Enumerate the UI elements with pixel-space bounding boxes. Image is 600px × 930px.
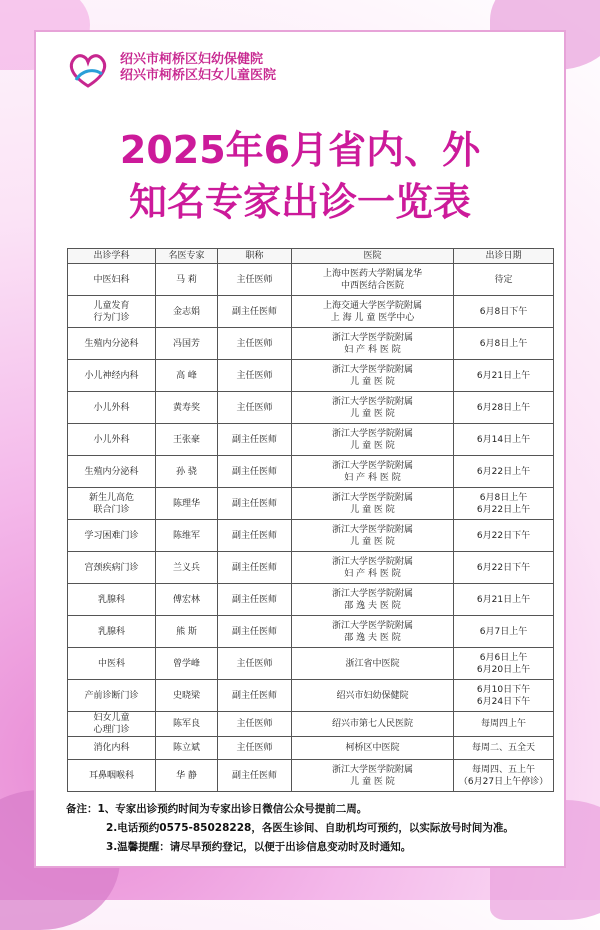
cell-hospital: 绍兴市第七人民医院 bbox=[292, 712, 454, 737]
note-3: 3.温馨提醒：请尽早预约登记，以便于出诊信息变动时及时通知。 bbox=[106, 841, 412, 853]
cell-department: 生殖内分泌科 bbox=[68, 456, 156, 488]
cell-title: 副主任医师 bbox=[218, 760, 292, 792]
cell-expert: 黄寿奖 bbox=[156, 392, 218, 424]
cell-title: 副主任医师 bbox=[218, 616, 292, 648]
notice-card bbox=[34, 30, 566, 868]
cell-department: 小儿外科 bbox=[68, 392, 156, 424]
cell-department: 生殖内分泌科 bbox=[68, 328, 156, 360]
cell-department: 宫颈疾病门诊 bbox=[68, 552, 156, 584]
table-row bbox=[68, 296, 554, 328]
cell-hospital: 浙江大学医学院附属 儿 童 医 院 bbox=[292, 488, 454, 520]
cell-department: 乳腺科 bbox=[68, 584, 156, 616]
cell-title: 副主任医师 bbox=[218, 424, 292, 456]
cell-hospital: 浙江大学医学院附属 妇 产 科 医 院 bbox=[292, 552, 454, 584]
cell-title: 副主任医师 bbox=[218, 680, 292, 712]
cell-title: 主任医师 bbox=[218, 712, 292, 737]
note-2: 2.电话预约0575-85028228，各医生诊间、自助机均可预约，以实际放号时间为准。 bbox=[106, 822, 514, 834]
header-expert: 名医专家 bbox=[156, 249, 218, 264]
cell-date: 每周二、五全天 bbox=[454, 737, 554, 760]
table-row bbox=[68, 712, 554, 737]
cell-expert: 曾学峰 bbox=[156, 648, 218, 680]
table-row bbox=[68, 737, 554, 760]
cell-expert: 王张豪 bbox=[156, 424, 218, 456]
table-header-row bbox=[68, 249, 554, 264]
cell-title: 主任医师 bbox=[218, 392, 292, 424]
cell-department: 儿童发育 行为门诊 bbox=[68, 296, 156, 328]
hospital-name bbox=[120, 52, 276, 84]
table-row bbox=[68, 648, 554, 680]
cell-date: 6月10日下午 6月24日下午 bbox=[454, 680, 554, 712]
cell-expert: 陈维军 bbox=[156, 520, 218, 552]
cell-hospital: 浙江大学医学院附属 儿 童 医 院 bbox=[292, 760, 454, 792]
cell-date: 6月22日下午 bbox=[454, 552, 554, 584]
hospital-logo-icon bbox=[66, 50, 110, 90]
table-row bbox=[68, 584, 554, 616]
cell-hospital: 浙江大学医学院附属 妇 产 科 医 院 bbox=[292, 456, 454, 488]
cell-department: 乳腺科 bbox=[68, 616, 156, 648]
cell-hospital: 浙江省中医院 bbox=[292, 648, 454, 680]
cell-date: 6月22日下午 bbox=[454, 520, 554, 552]
cell-department: 新生儿高危 联合门诊 bbox=[68, 488, 156, 520]
cell-expert: 陈理华 bbox=[156, 488, 218, 520]
table-row bbox=[68, 680, 554, 712]
cell-date: 每周四上午 bbox=[454, 712, 554, 737]
cell-date: 6月21日上午 bbox=[454, 584, 554, 616]
cell-expert: 陈立斌 bbox=[156, 737, 218, 760]
cell-expert: 金志娟 bbox=[156, 296, 218, 328]
cell-department: 小儿神经内科 bbox=[68, 360, 156, 392]
cell-date: 6月14日上午 bbox=[454, 424, 554, 456]
table-row bbox=[68, 520, 554, 552]
header-department: 出诊学科 bbox=[68, 249, 156, 264]
cell-title: 主任医师 bbox=[218, 737, 292, 760]
cell-hospital: 上海交通大学医学院附属 上 海 儿 童 医学中心 bbox=[292, 296, 454, 328]
cell-date: 6月22日上午 bbox=[454, 456, 554, 488]
cell-hospital: 浙江大学医学院附属 妇 产 科 医 院 bbox=[292, 328, 454, 360]
cell-hospital: 浙江大学医学院附属 邵 逸 夫 医 院 bbox=[292, 616, 454, 648]
hospital-name-line2: 绍兴市柯桥区妇女儿童医院 bbox=[120, 68, 277, 83]
cell-expert: 傅宏林 bbox=[156, 584, 218, 616]
page-title bbox=[36, 124, 564, 228]
table-row bbox=[68, 760, 554, 792]
cell-department: 消化内科 bbox=[68, 737, 156, 760]
cell-expert: 陈军良 bbox=[156, 712, 218, 737]
hospital-name-line1: 绍兴市柯桥区妇幼保健院 bbox=[120, 52, 264, 67]
table-row bbox=[68, 264, 554, 296]
cell-date: 6月6日上午 6月20日上午 bbox=[454, 648, 554, 680]
cell-hospital: 浙江大学医学院附属 儿 童 医 院 bbox=[292, 360, 454, 392]
cell-title: 主任医师 bbox=[218, 360, 292, 392]
cell-date: 每周四、五上午 （6月27日上午停诊） bbox=[454, 760, 554, 792]
cell-expert: 孙 骁 bbox=[156, 456, 218, 488]
cell-hospital: 浙江大学医学院附属 邵 逸 夫 医 院 bbox=[292, 584, 454, 616]
header-title: 职称 bbox=[218, 249, 292, 264]
cell-expert: 史晓梁 bbox=[156, 680, 218, 712]
cell-title: 副主任医师 bbox=[218, 296, 292, 328]
cell-department: 产前诊断门诊 bbox=[68, 680, 156, 712]
cell-expert: 兰义兵 bbox=[156, 552, 218, 584]
cell-expert: 华 静 bbox=[156, 760, 218, 792]
table-row bbox=[68, 328, 554, 360]
cell-date: 6月28日上午 bbox=[454, 392, 554, 424]
cell-title: 副主任医师 bbox=[218, 552, 292, 584]
header-hospital: 医院 bbox=[292, 249, 454, 264]
table-row bbox=[68, 552, 554, 584]
expert-schedule-table bbox=[67, 248, 554, 792]
cell-title: 主任医师 bbox=[218, 648, 292, 680]
cell-date: 6月21日上午 bbox=[454, 360, 554, 392]
cell-date: 6月8日下午 bbox=[454, 296, 554, 328]
table-row bbox=[68, 488, 554, 520]
cell-hospital: 柯桥区中医院 bbox=[292, 737, 454, 760]
cell-title: 副主任医师 bbox=[218, 520, 292, 552]
cell-expert: 熊 斯 bbox=[156, 616, 218, 648]
cell-expert: 高 峰 bbox=[156, 360, 218, 392]
cell-department: 学习困难门诊 bbox=[68, 520, 156, 552]
title-line2: 知名专家出诊一览表 bbox=[128, 180, 471, 224]
cell-hospital: 浙江大学医学院附属 儿 童 医 院 bbox=[292, 392, 454, 424]
cell-title: 副主任医师 bbox=[218, 584, 292, 616]
cell-title: 副主任医师 bbox=[218, 488, 292, 520]
cell-department: 耳鼻咽喉科 bbox=[68, 760, 156, 792]
table-row bbox=[68, 424, 554, 456]
cell-title: 副主任医师 bbox=[218, 456, 292, 488]
cell-hospital: 绍兴市妇幼保健院 bbox=[292, 680, 454, 712]
cell-date: 待定 bbox=[454, 264, 554, 296]
table-row bbox=[68, 456, 554, 488]
table-row bbox=[68, 392, 554, 424]
cell-title: 主任医师 bbox=[218, 264, 292, 296]
title-line1: 2025年6月省内、外 bbox=[119, 128, 481, 172]
cell-department: 中医妇科 bbox=[68, 264, 156, 296]
table-row bbox=[68, 616, 554, 648]
cell-expert: 冯国芳 bbox=[156, 328, 218, 360]
note-1: 备注：1、专家出诊预约时间为专家出诊日微信公众号提前二周。 bbox=[66, 803, 368, 815]
cell-hospital: 浙江大学医学院附属 儿 童 医 院 bbox=[292, 520, 454, 552]
cell-date: 6月8日上午 bbox=[454, 328, 554, 360]
cell-hospital: 上海中医药大学附属龙华 中西医结合医院 bbox=[292, 264, 454, 296]
cell-title: 主任医师 bbox=[218, 328, 292, 360]
cell-date: 6月8日上午 6月22日上午 bbox=[454, 488, 554, 520]
cell-department: 中医科 bbox=[68, 648, 156, 680]
table-row bbox=[68, 360, 554, 392]
cell-hospital: 浙江大学医学院附属 儿 童 医 院 bbox=[292, 424, 454, 456]
cell-expert: 马 莉 bbox=[156, 264, 218, 296]
header-date: 出诊日期 bbox=[454, 249, 554, 264]
notes-section bbox=[66, 800, 546, 857]
cell-department: 妇女儿童 心理门诊 bbox=[68, 712, 156, 737]
cell-date: 6月7日上午 bbox=[454, 616, 554, 648]
cell-department: 小儿外科 bbox=[68, 424, 156, 456]
